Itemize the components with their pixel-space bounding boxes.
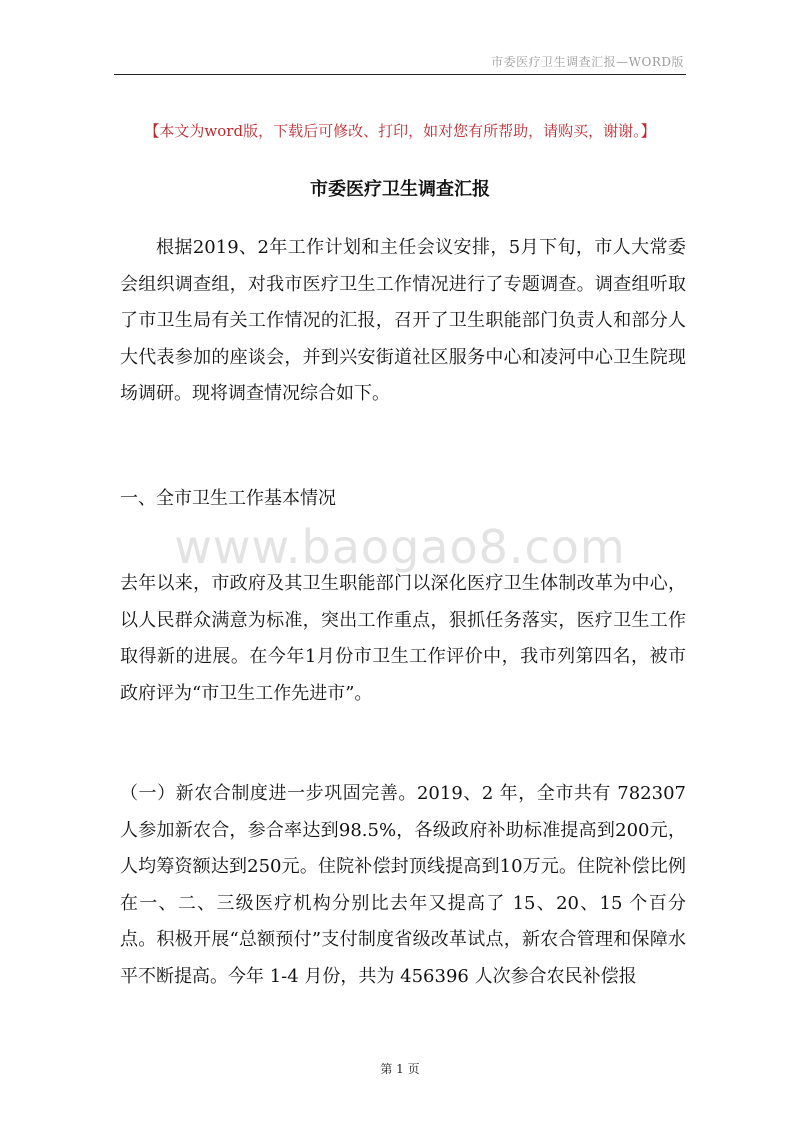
watermark: www.baogao8.com: [174, 520, 626, 574]
section1-paragraph: 去年以来，市政府及其卫生职能部门以深化医疗卫生体制改革为中心，以人民群众满意为标准，突出工作重点，狠抓任务落实，医疗卫生工作取得新的进展。在今年1月份市卫生工作评价中，我市列第四名，被市政府评为“市卫生工作先进市”。: [120, 573, 686, 704]
subsection-1-paragraph: （一）新农合制度进一步巩固完善。2019、2 年，全市共有 782307人参加新农合，参合率达到98.5%，各级政府补助标准提高到200元，人均筹资额达到250元。住院补偿封顶线提高到10万元。住院补偿比例在一、二、三级医疗机构分别比去年又提高了 15、20、15 个百分点。积极开展“总额预付”支付制度省级改革试点，新农合管理和保障水平不断提高。今年 1-4 月份，共为 456396 人次参合农民补偿报: [120, 783, 686, 987]
header-doc-label: 市委医疗卫生调查汇报—WORD版: [491, 55, 684, 69]
purchase-notice: 【本文为word版，下载后可修改、打印，如对您有所帮助，请购买，谢谢。】: [144, 122, 656, 140]
header-divider: [114, 74, 686, 75]
document-title: 市委医疗卫生调查汇报: [310, 179, 490, 200]
intro-paragraph: 根据2019、2年工作计划和主任会议安排，5月下旬，市人大常委会组织调查组，对我市医疗卫生工作情况进行了专题调查。调查组听取了市卫生局有关工作情况的汇报，召开了卫生职能部门负责人和部分人大代表参加的座谈会，并到兴安街道社区服务中心和凌河中心卫生院现场调研。现将调查情况综合如下。: [120, 237, 686, 405]
section-heading-1: 一、全市卫生工作基本情况: [120, 488, 336, 509]
page-number: 第 1 页: [380, 1062, 420, 1076]
